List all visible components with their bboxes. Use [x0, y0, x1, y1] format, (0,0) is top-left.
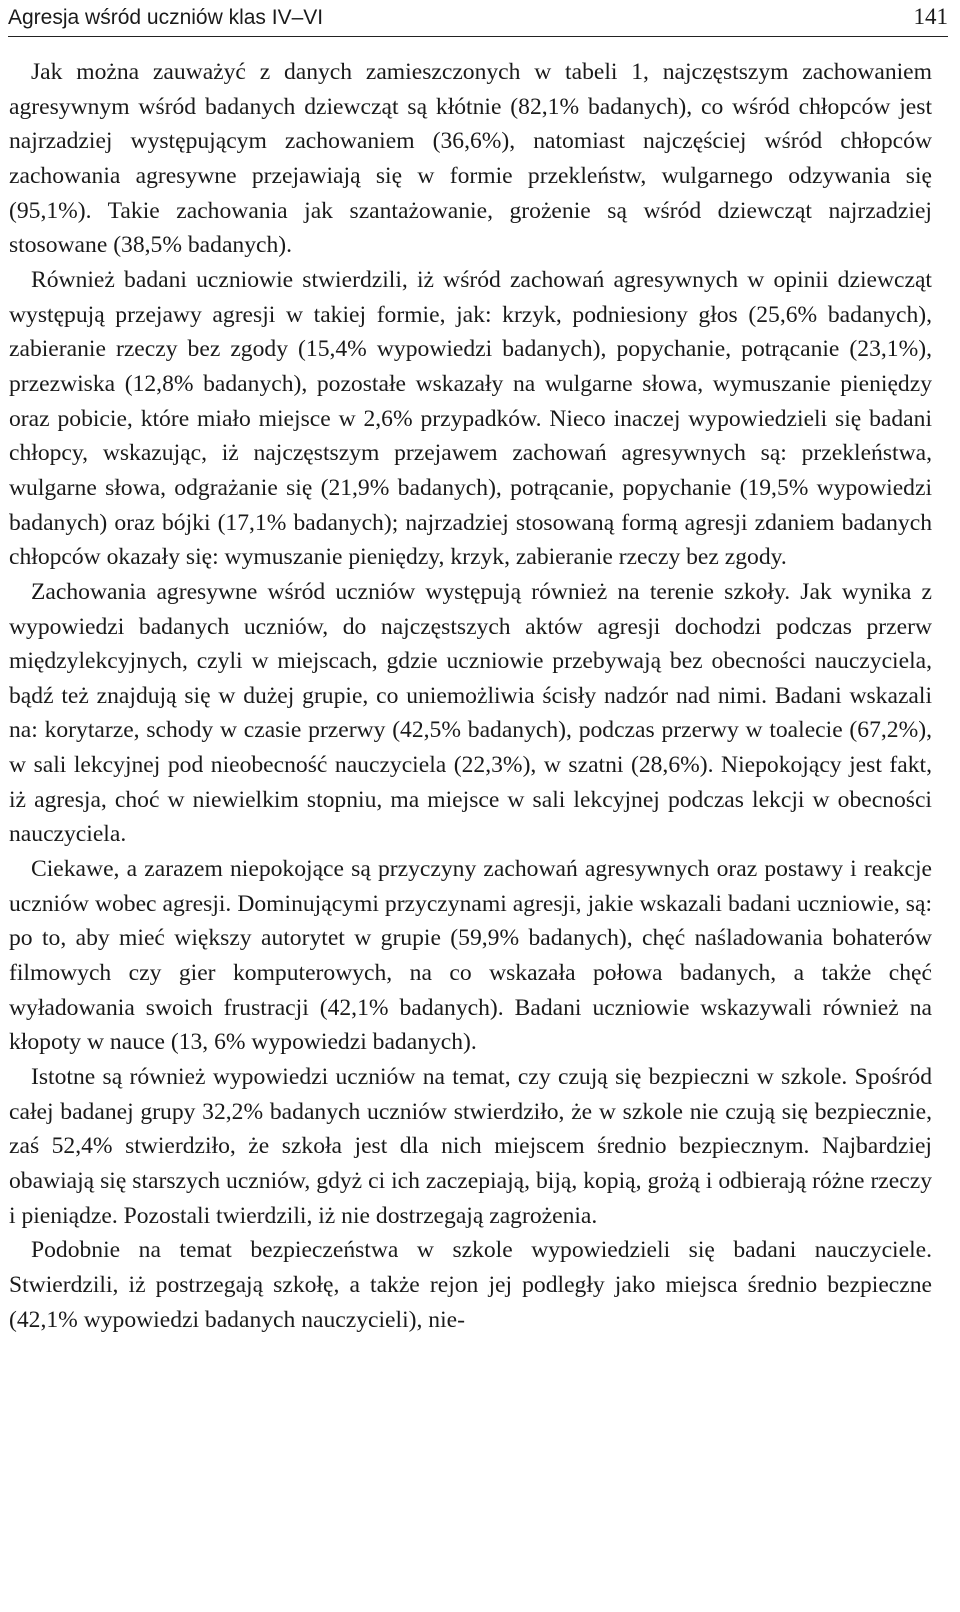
running-header [8, 2, 948, 37]
body-text [9, 55, 932, 1337]
page-number: 141 [913, 4, 948, 29]
paragraph: Jak można zauważyć z danych zamieszczonych w tabeli 1, najczęstszym zachowaniem agresywnym wśród badanych dziewcząt są kłótnie (82,1% badanych), co wśród chłopców jest najrzadziej występującym zachowaniem (36,6%), natomiast najczęściej wśród chłopców zachowania agresywne przejawiają się w formie przekleństw, wulgarnego odzywania się (95,1%). Takie zachowania jak szantażowanie, grożenie są wśród dziewcząt najrzadziej stosowane (38,5% badanych). [9, 59, 932, 259]
paragraph: Istotne są również wypowiedzi uczniów na temat, czy czują się bezpieczni w szkole. Spośród całej badanej grupy 32,2% badanych uczniów stwierdziło, że w szkole nie czują się bezpiecznie, zaś 52,4% stwierdziło, że szkoła jest dla nich miejscem średnio bezpiecznym. Najbardziej obawiają się starszych uczniów, gdyż ci ich zaczepiają, biją, kopią, grożą i odbierają różne rzeczy i pieniądze. Pozostali twierdzili, iż nie dostrzegają zagrożenia. [9, 1064, 932, 1229]
paragraph: Podobnie na temat bezpieczeństwa w szkole wypowiedzieli się badani nauczyciele. Stwierdzili, iż postrzegają szkołę, a także rejon jej podległy jako miejsca średnio bezpieczne (42,1% wypowiedzi badanych nauczycieli), nie- [9, 1237, 932, 1333]
running-title: Agresja wśród uczniów klas IV–VI [8, 6, 324, 29]
paragraph: Zachowania agresywne wśród uczniów występują również na terenie szkoły. Jak wynika z wypowiedzi badanych uczniów, do najczęstszych aktów agresji dochodzi podczas przerw międzylekcyjnych, czyli w miejscach, gdzie uczniowie przebywają bez obecności nauczyciela, bądź też znajdują się w dużej grupie, co uniemożliwia ścisły nadzór nad nimi. Badani wskazali na: korytarze, schody w czasie przerwy (42,5% badanych), podczas przerwy w toalecie (67,2%), w sali lekcyjnej pod nieobecność nauczyciela (22,3%), w szatni (28,6%). Niepokojący jest fakt, iż agresja, choć w niewielkim stopniu, ma miejsce w sali lekcyjnej podczas lekcji w obecności nauczyciela. [9, 578, 932, 848]
paragraph: Ciekawe, a zarazem niepokojące są przyczyny zachowań agresywnych oraz postawy i reakcje uczniów wobec agresji. Dominującymi przyczynami agresji, jakie wskazali badani uczniowie, są: po to, aby mieć większy autorytet w grupie (59,9% badanych), chęć naśladowania bohaterów filmowych czy gier komputerowych, na co wskazała połowa badanych, a także chęć wyładowania swoich frustracji (42,1% badanych). Badani uczniowie wskazywali również na kłopoty w nauce (13, 6% wypowiedzi badanych). [9, 856, 932, 1056]
paragraph: Również badani uczniowie stwierdzili, iż wśród zachowań agresywnych w opinii dziewcząt występują przejawy agresji w takiej formie, jak: krzyk, podniesiony głos (25,6% badanych), zabieranie rzeczy bez zgody (15,4% wypowiedzi badanych), popychanie, potrącanie (23,1%), przezwiska (12,8% badanych), pozostałe wskazały na wulgarne słowa, wymuszanie pieniędzy oraz pobicie, które miało miejsce w 2,6% przypadków. Nieco inaczej wypowiedzieli się badani chłopcy, wskazując, iż najczęstszym przejawem zachowań agresywnych są: przekleństwa, wulgarne słowa, odgrażanie się (21,9% badanych), potrącanie, popychanie (19,5% wypowiedzi badanych) oraz bójki (17,1% badanych); najrzadziej stosowaną formą agresji zdaniem badanych chłopców okazały się: wymuszanie pieniędzy, krzyk, zabieranie rzeczy bez zgody. [9, 266, 932, 571]
